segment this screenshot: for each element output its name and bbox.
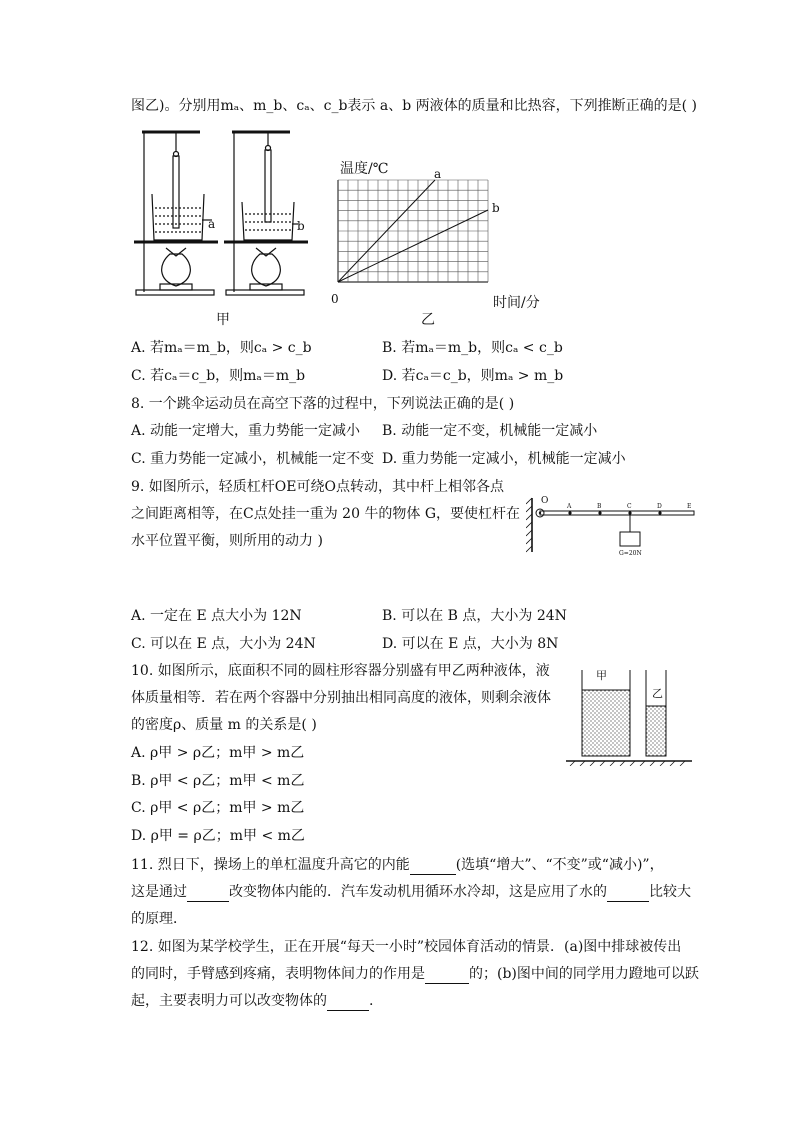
q12-line-3 <box>131 991 373 1011</box>
q10-label-yi: 乙 <box>652 687 663 700</box>
q9-option-b: B. 可以在 B 点，大小为 24N <box>382 608 567 624</box>
q10-option-b: B. ρ甲 < ρ乙；m甲 < m乙 <box>131 773 305 789</box>
q8-option-a: A. 动能一定增大，重力势能一定减小 <box>131 423 361 439</box>
q9-stem-line-2: 之间距离相等，在C点处挂一重为 20 牛的物体 G，要使杠杆在 <box>131 506 521 522</box>
q7-fig-jia-label-a: a <box>208 217 216 231</box>
q11-line-1-a: 11. 烈日下，操场上的单杠温度升高它的内能 <box>131 857 410 873</box>
q8-option-b: B. 动能一定不变，机械能一定减小 <box>382 423 598 439</box>
q11-blank-1[interactable] <box>410 858 456 875</box>
q9-point-a: A <box>567 503 572 510</box>
q10-option-d: D. ρ甲 = ρ乙；m甲 < m乙 <box>131 828 305 844</box>
q7-option-a: A. 若mₐ＝m_b，则cₐ > c_b <box>131 340 312 356</box>
q12-blank-1[interactable] <box>425 967 469 984</box>
q7-graph-line-a-label: a <box>434 167 442 181</box>
q9-point-d: D <box>657 503 662 510</box>
q7-fig-jia-caption: 甲 <box>216 312 230 328</box>
q12-line-1: 12. 如图为某学校学生，正在开展“每天一小时”校园体育活动的情景．(a)图中排球被传出 <box>131 939 682 955</box>
q11-line-1-b: (选填“增大”、“不变”或“减小)”， <box>455 857 664 873</box>
q7-fig-jia-label-b: b <box>297 219 305 233</box>
q7-option-b: B. 若mₐ＝m_b，则cₐ < c_b <box>382 340 563 356</box>
q9-option-d: D. 可以在 E 点，大小为 8N <box>382 636 559 652</box>
q9-option-a: A. 一定在 E 点大小为 12N <box>131 608 302 624</box>
q11-line-1 <box>131 855 664 875</box>
q11-line-2 <box>131 882 691 902</box>
q9-stem-line-1: 9. 如图所示，轻质杠杆OE可绕O点转动，其中杆上相邻各点 <box>131 479 504 495</box>
q11-line-3: 的原理． <box>131 911 187 927</box>
q10-containers-figure <box>562 664 700 766</box>
q9-stem-line-3: 水平位置平衡，则所用的动力 ) <box>131 533 323 549</box>
q7-option-c: C. 若cₐ＝c_b，则mₐ＝m_b <box>131 368 306 384</box>
q7-graph-line-b-label: b <box>492 201 500 215</box>
q10-stem-line-1: 10. 如图所示，底面积不同的圆柱形容器分别盛有甲乙两种液体，液 <box>131 663 550 679</box>
q11-blank-3[interactable] <box>607 885 649 902</box>
q10-stem-line-3: 的密度ρ、质量 m 的关系是( ) <box>131 717 317 733</box>
q9-option-c: C. 可以在 E 点，大小为 24N <box>131 636 316 652</box>
q10-label-jia: 甲 <box>596 669 607 682</box>
q8-stem: 8. 一个跳伞运动员在高空下落的过程中，下列说法正确的是( ) <box>131 396 515 412</box>
q9-point-e: E <box>687 503 692 510</box>
q11-line-2-a: 这是通过 <box>131 884 187 900</box>
q9-weight-label: G=20N <box>619 550 642 557</box>
q9-point-b: B <box>597 503 602 510</box>
q9-point-o: O <box>541 496 549 506</box>
q12-line-2-b: 的；(b)图中间的同学用力蹬地可以跃 <box>469 966 699 982</box>
q7-graph-origin: 0 <box>331 292 339 306</box>
q10-option-a: A. ρ甲 > ρ乙；m甲 > m乙 <box>131 745 305 761</box>
q12-blank-2[interactable] <box>327 994 369 1011</box>
q7-option-d: D. 若cₐ＝c_b，则mₐ > m_b <box>382 368 564 384</box>
q11-line-2-b: 改变物体内能的．汽车发动机用循环水冷却，这是应用了水的 <box>229 884 607 900</box>
q10-stem-line-2: 体质量相等．若在两个容器中分别抽出相同高度的液体，则剩余液体 <box>131 690 551 706</box>
q12-line-3-b: . <box>369 993 374 1009</box>
q9-lever-figure <box>526 494 698 566</box>
q9-point-c: C <box>627 503 632 510</box>
q8-option-c: C. 重力势能一定减小，机械能一定不变 <box>131 451 375 467</box>
q7-figure-jia <box>130 124 320 304</box>
q11-blank-2[interactable] <box>187 885 229 902</box>
q12-line-2-a: 的同时，手臂感到疼痛，表明物体间力的作用是 <box>131 966 425 982</box>
q7-graph-xlabel: 时间/分 <box>493 295 540 311</box>
q7-figure-yi <box>330 170 500 290</box>
q8-option-d: D. 重力势能一定减小，机械能一定减小 <box>382 451 626 467</box>
q12-line-3-a: 起，主要表明力可以改变物体的 <box>131 993 327 1009</box>
q11-line-2-c: 比较大 <box>649 884 691 900</box>
q12-line-2 <box>131 964 699 984</box>
q7-fig-yi-caption: 乙 <box>421 312 435 328</box>
q7-stem: 图乙)。分别用mₐ、m_b、cₐ、c_b表示 a、b 两液体的质量和比热容，下列推断正确的是( ) <box>131 98 698 114</box>
q10-option-c: C. ρ甲 < ρ乙；m甲 > m乙 <box>131 800 305 816</box>
q7-graph-ylabel: 温度/℃ <box>340 161 389 177</box>
